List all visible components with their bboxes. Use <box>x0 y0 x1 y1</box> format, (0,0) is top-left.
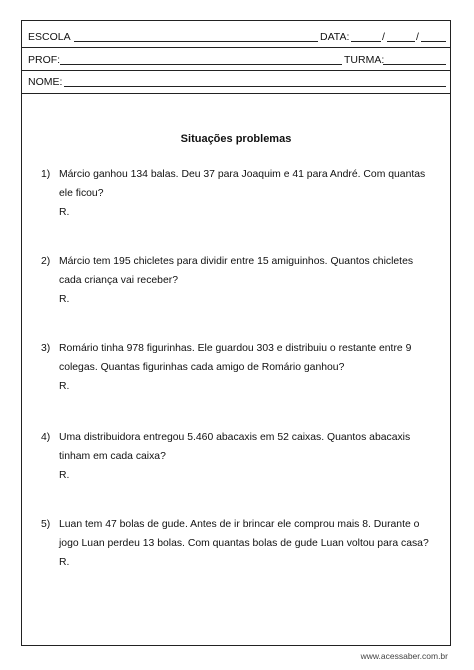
school-field-line[interactable] <box>74 41 318 42</box>
header-divider <box>22 47 450 48</box>
name-field-line[interactable] <box>64 86 446 87</box>
header-row-school <box>28 29 446 45</box>
question-2 <box>41 252 451 309</box>
answer-label[interactable]: R. <box>59 557 70 568</box>
answer-label[interactable]: R. <box>59 470 70 481</box>
header-row-teacher <box>28 52 446 68</box>
header-divider <box>22 70 450 71</box>
date-separator: / <box>416 31 419 43</box>
worksheet-title: Situações problemas <box>180 133 292 145</box>
question-text-line: cada criança vai receber? <box>59 275 178 286</box>
teacher-field-line[interactable] <box>60 64 342 65</box>
question-text-line: colegas. Quantas figurinhas cada amigo de Romário ganhou? <box>59 362 345 373</box>
question-1 <box>41 165 451 222</box>
question-3 <box>41 339 451 396</box>
answer-label[interactable]: R. <box>59 381 70 392</box>
answer-label[interactable]: R. <box>59 294 70 305</box>
class-field-line[interactable] <box>383 64 446 65</box>
footer-website: www.acessaber.com.br <box>360 651 448 661</box>
date-day-line[interactable] <box>351 41 381 42</box>
question-text-line: ele ficou? <box>59 188 104 199</box>
date-year-line[interactable] <box>421 41 446 42</box>
answer-label[interactable]: R. <box>59 207 70 218</box>
question-number: 5) <box>41 519 51 530</box>
question-number: 3) <box>41 343 51 354</box>
header-divider <box>22 93 450 94</box>
date-month-line[interactable] <box>387 41 415 42</box>
question-text-line: tinham em cada caixa? <box>59 451 166 462</box>
question-text-line: Márcio ganhou 134 balas. Deu 37 para Joaquim e 41 para André. Com quantas <box>59 169 426 180</box>
question-4 <box>41 428 451 485</box>
question-5 <box>41 515 451 572</box>
question-text-line: Luan tem 47 bolas de gude. Antes de ir brincar ele comprou mais 8. Durante o <box>59 519 420 530</box>
question-text-line: Márcio tem 195 chicletes para dividir entre 15 amiguinhos. Quantos chicletes <box>59 256 414 267</box>
date-label: DATA: <box>320 31 350 43</box>
question-text-line: Uma distribuidora entregou 5.460 abacaxis em 52 caixas. Quantos abacaxis <box>59 432 411 443</box>
school-label: ESCOLA <box>28 31 71 43</box>
date-separator: / <box>382 31 385 43</box>
question-number: 1) <box>41 169 51 180</box>
worksheet-frame <box>21 20 451 646</box>
question-text-line: Romário tinha 978 figurinhas. Ele guardou 303 e distribuiu o restante entre 9 <box>59 343 412 354</box>
name-label: NOME: <box>28 76 63 88</box>
question-number: 4) <box>41 432 51 443</box>
question-number: 2) <box>41 256 51 267</box>
teacher-label: PROF: <box>28 54 61 66</box>
question-text-line: jogo Luan perdeu 13 bolas. Com quantas bolas de gude Luan voltou para casa? <box>59 538 429 549</box>
class-label: TURMA: <box>344 54 385 66</box>
header-row-name <box>28 74 446 90</box>
